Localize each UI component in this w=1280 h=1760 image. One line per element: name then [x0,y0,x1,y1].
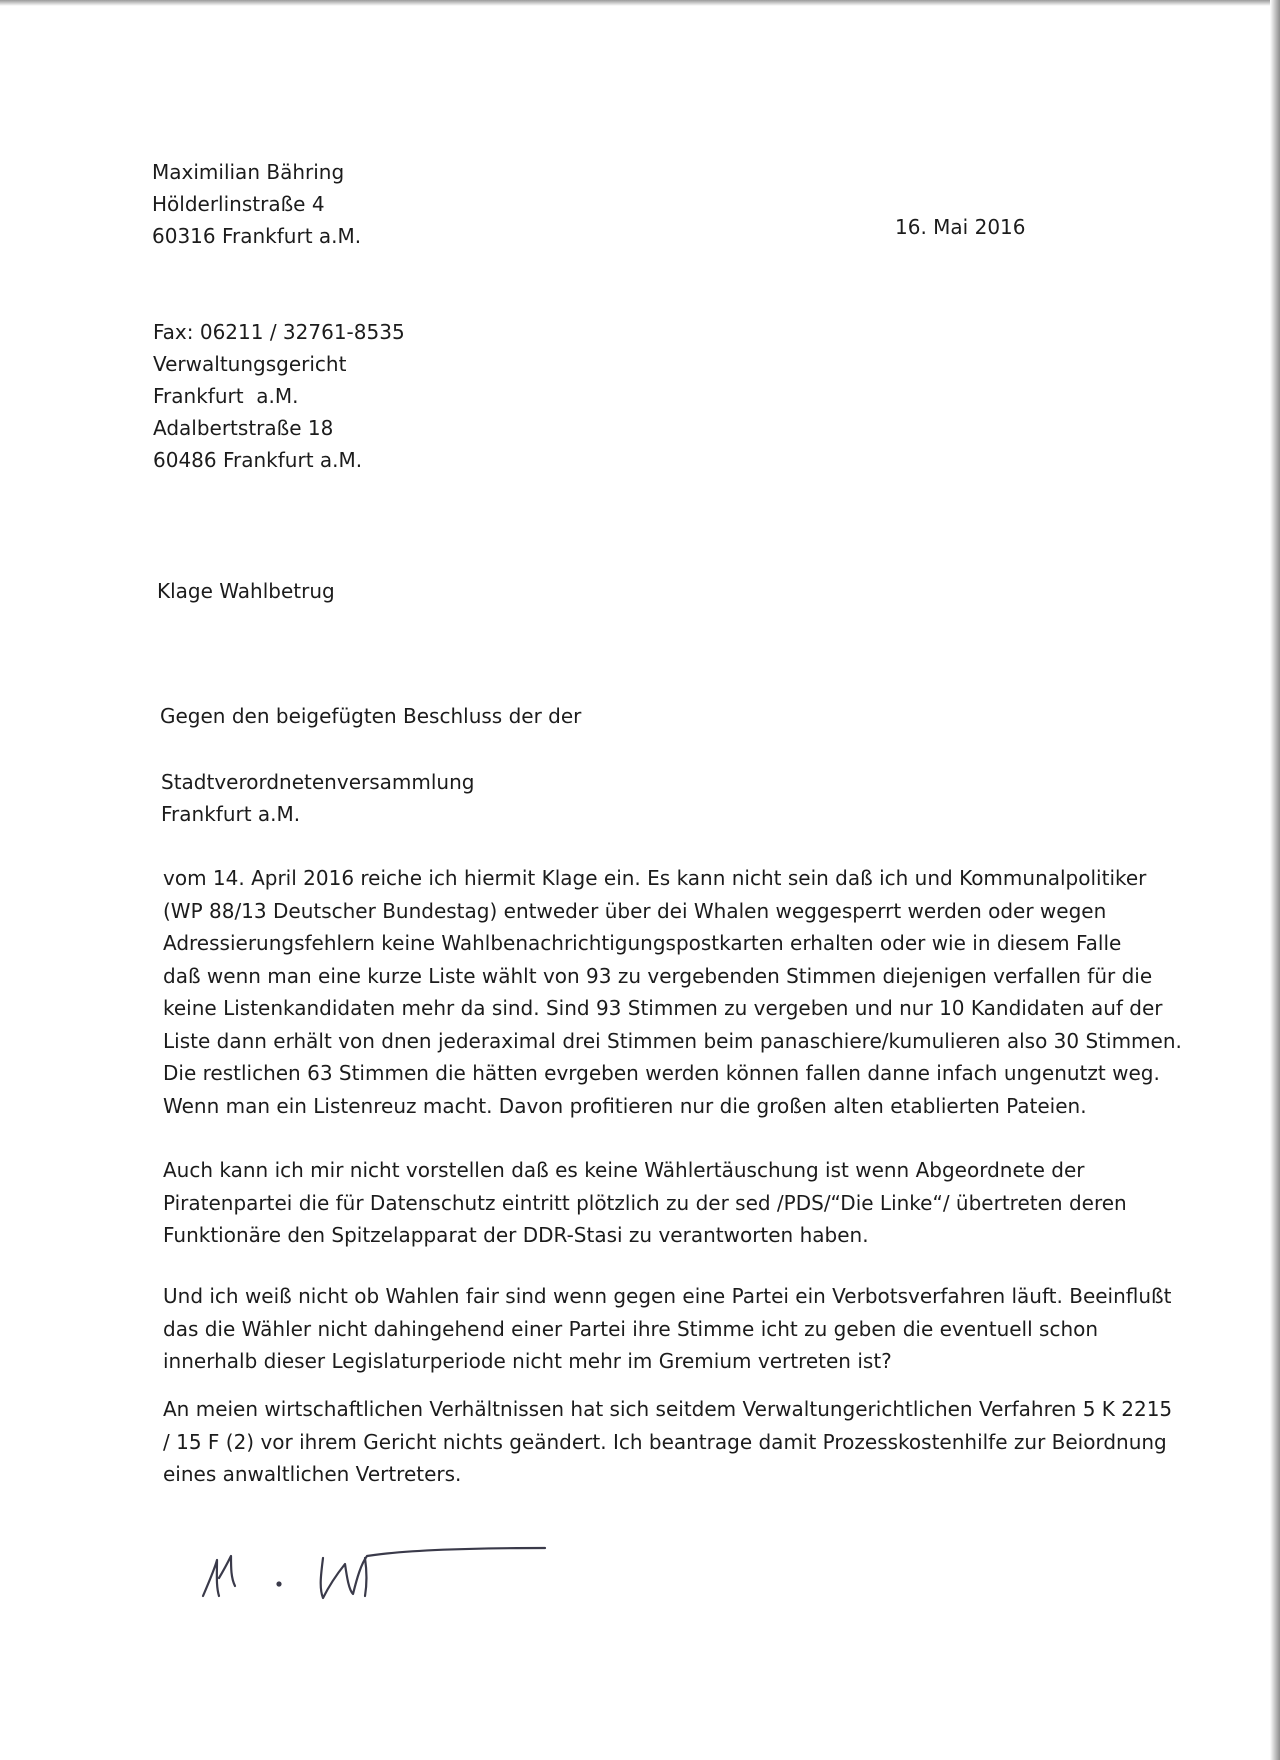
body-line: Funktionäre den Spitzelapparat der DDR-Stasi zu verantworten haben. [163,1223,869,1247]
signature-stroke [365,1558,367,1596]
body-line: Piratenpartei die für Datenschutz eintritt plötzlich zu der sed /PDS/“Die Linke“/ übertreten deren [163,1190,1127,1215]
body-line: Und ich weiß nicht ob Wahlen fair sind wenn gegen eine Partei ein Verbotsverfahren läuft. Beeinflußt [163,1284,1172,1308]
assembly-line1: Stadtverordnetenversammlung [161,770,475,794]
body-line: Die restlichen 63 Stimmen die hätten evrgeben werden können fallen danne infach ungenutzt weg. [163,1061,1160,1085]
body-line: Adressierungsfehlern keine Wahlbenachrichtigungspostkarten erhalten oder wie in diesem Falle [163,931,1122,955]
letter-date: 16. Mai 2016 [895,215,1026,239]
body-line: das die Wähler nicht dahingehend einer Partei ihre Stimme icht zu geben die eventuell schon [163,1316,1099,1341]
recipient-line2: Frankfurt a.M. [153,384,299,408]
body-line: An meien wirtschaftlichen Verhältnissen hat sich seitdem Verwaltungerichtlichen Verfahren 5 K 2215 [163,1397,1173,1421]
handwritten-signature [195,1538,555,1608]
recipient-address [153,316,405,476]
scan-edge-right [1270,0,1280,1760]
paragraph-1 [163,862,1182,1122]
sender-address [152,156,361,252]
recipient-fax: Fax: 06211 / 32761-8535 [153,320,405,344]
sender-name: Maximilian Bähring [152,160,345,184]
letter-subject: Klage Wahlbetrug [157,579,335,603]
scan-edge-top [0,0,1280,6]
body-line: Auch kann ich mir nicht vorstellen daß es keine Wählertäuschung ist wenn Abgeordnete der [163,1158,1085,1182]
body-line: daß wenn man eine kurze Liste wählt von 93 zu vergebenden Stimmen diejenigen verfallen für die [163,963,1153,988]
recipient-street: Adalbertstraße 18 [153,416,334,440]
paragraph-2 [163,1154,1163,1252]
recipient-line1: Verwaltungsgericht [153,352,347,376]
body-line: keine Listenkandidaten mehr da sind. Sind 93 Stimmen zu vergeben und nur 10 Kandidaten auf der [163,996,1163,1020]
intro-line: Gegen den beigefügten Beschluss der der [160,704,582,728]
paragraph-4 [163,1393,1173,1491]
body-line: innerhalb dieser Legislaturperiode nicht mehr im Gremium vertreten ist? [163,1349,892,1373]
recipient-city: 60486 Frankfurt a.M. [153,448,363,472]
signature-dot [276,1581,281,1586]
body-line: eines anwaltlichen Vertreters. [163,1462,462,1486]
paragraph-3 [163,1280,1172,1378]
assembly-name [161,766,474,830]
signature-stroke [203,1556,235,1596]
body-line: Wenn man ein Listenreuz macht. Davon profitieren nur die großen alten etablierten Pateien. [163,1093,1087,1118]
body-line: (WP 88/13 Deutscher Bundestag) entweder über dei Whalen weggesperrt werden oder wegen [163,898,1107,923]
body-line: / 15 F (2) vor ihrem Gericht nichts geändert. Ich beantrage damit Prozesskostenhilfe zur Beiordnung [163,1429,1167,1454]
sender-city: 60316 Frankfurt a.M. [152,224,362,248]
body-line: vom 14. April 2016 reiche ich hiermit Klage ein. Es kann nicht sein daß ich und Kommunalpolitiker [163,866,1147,890]
body-line: Liste dann erhält von dnen jederaximal drei Stimmen beim panaschiere/kumulieren also 30 Stimmen. [163,1028,1182,1053]
signature-stroke [321,1548,545,1598]
assembly-line2: Frankfurt a.M. [161,802,301,826]
sender-street: Hölderlinstraße 4 [152,192,325,216]
